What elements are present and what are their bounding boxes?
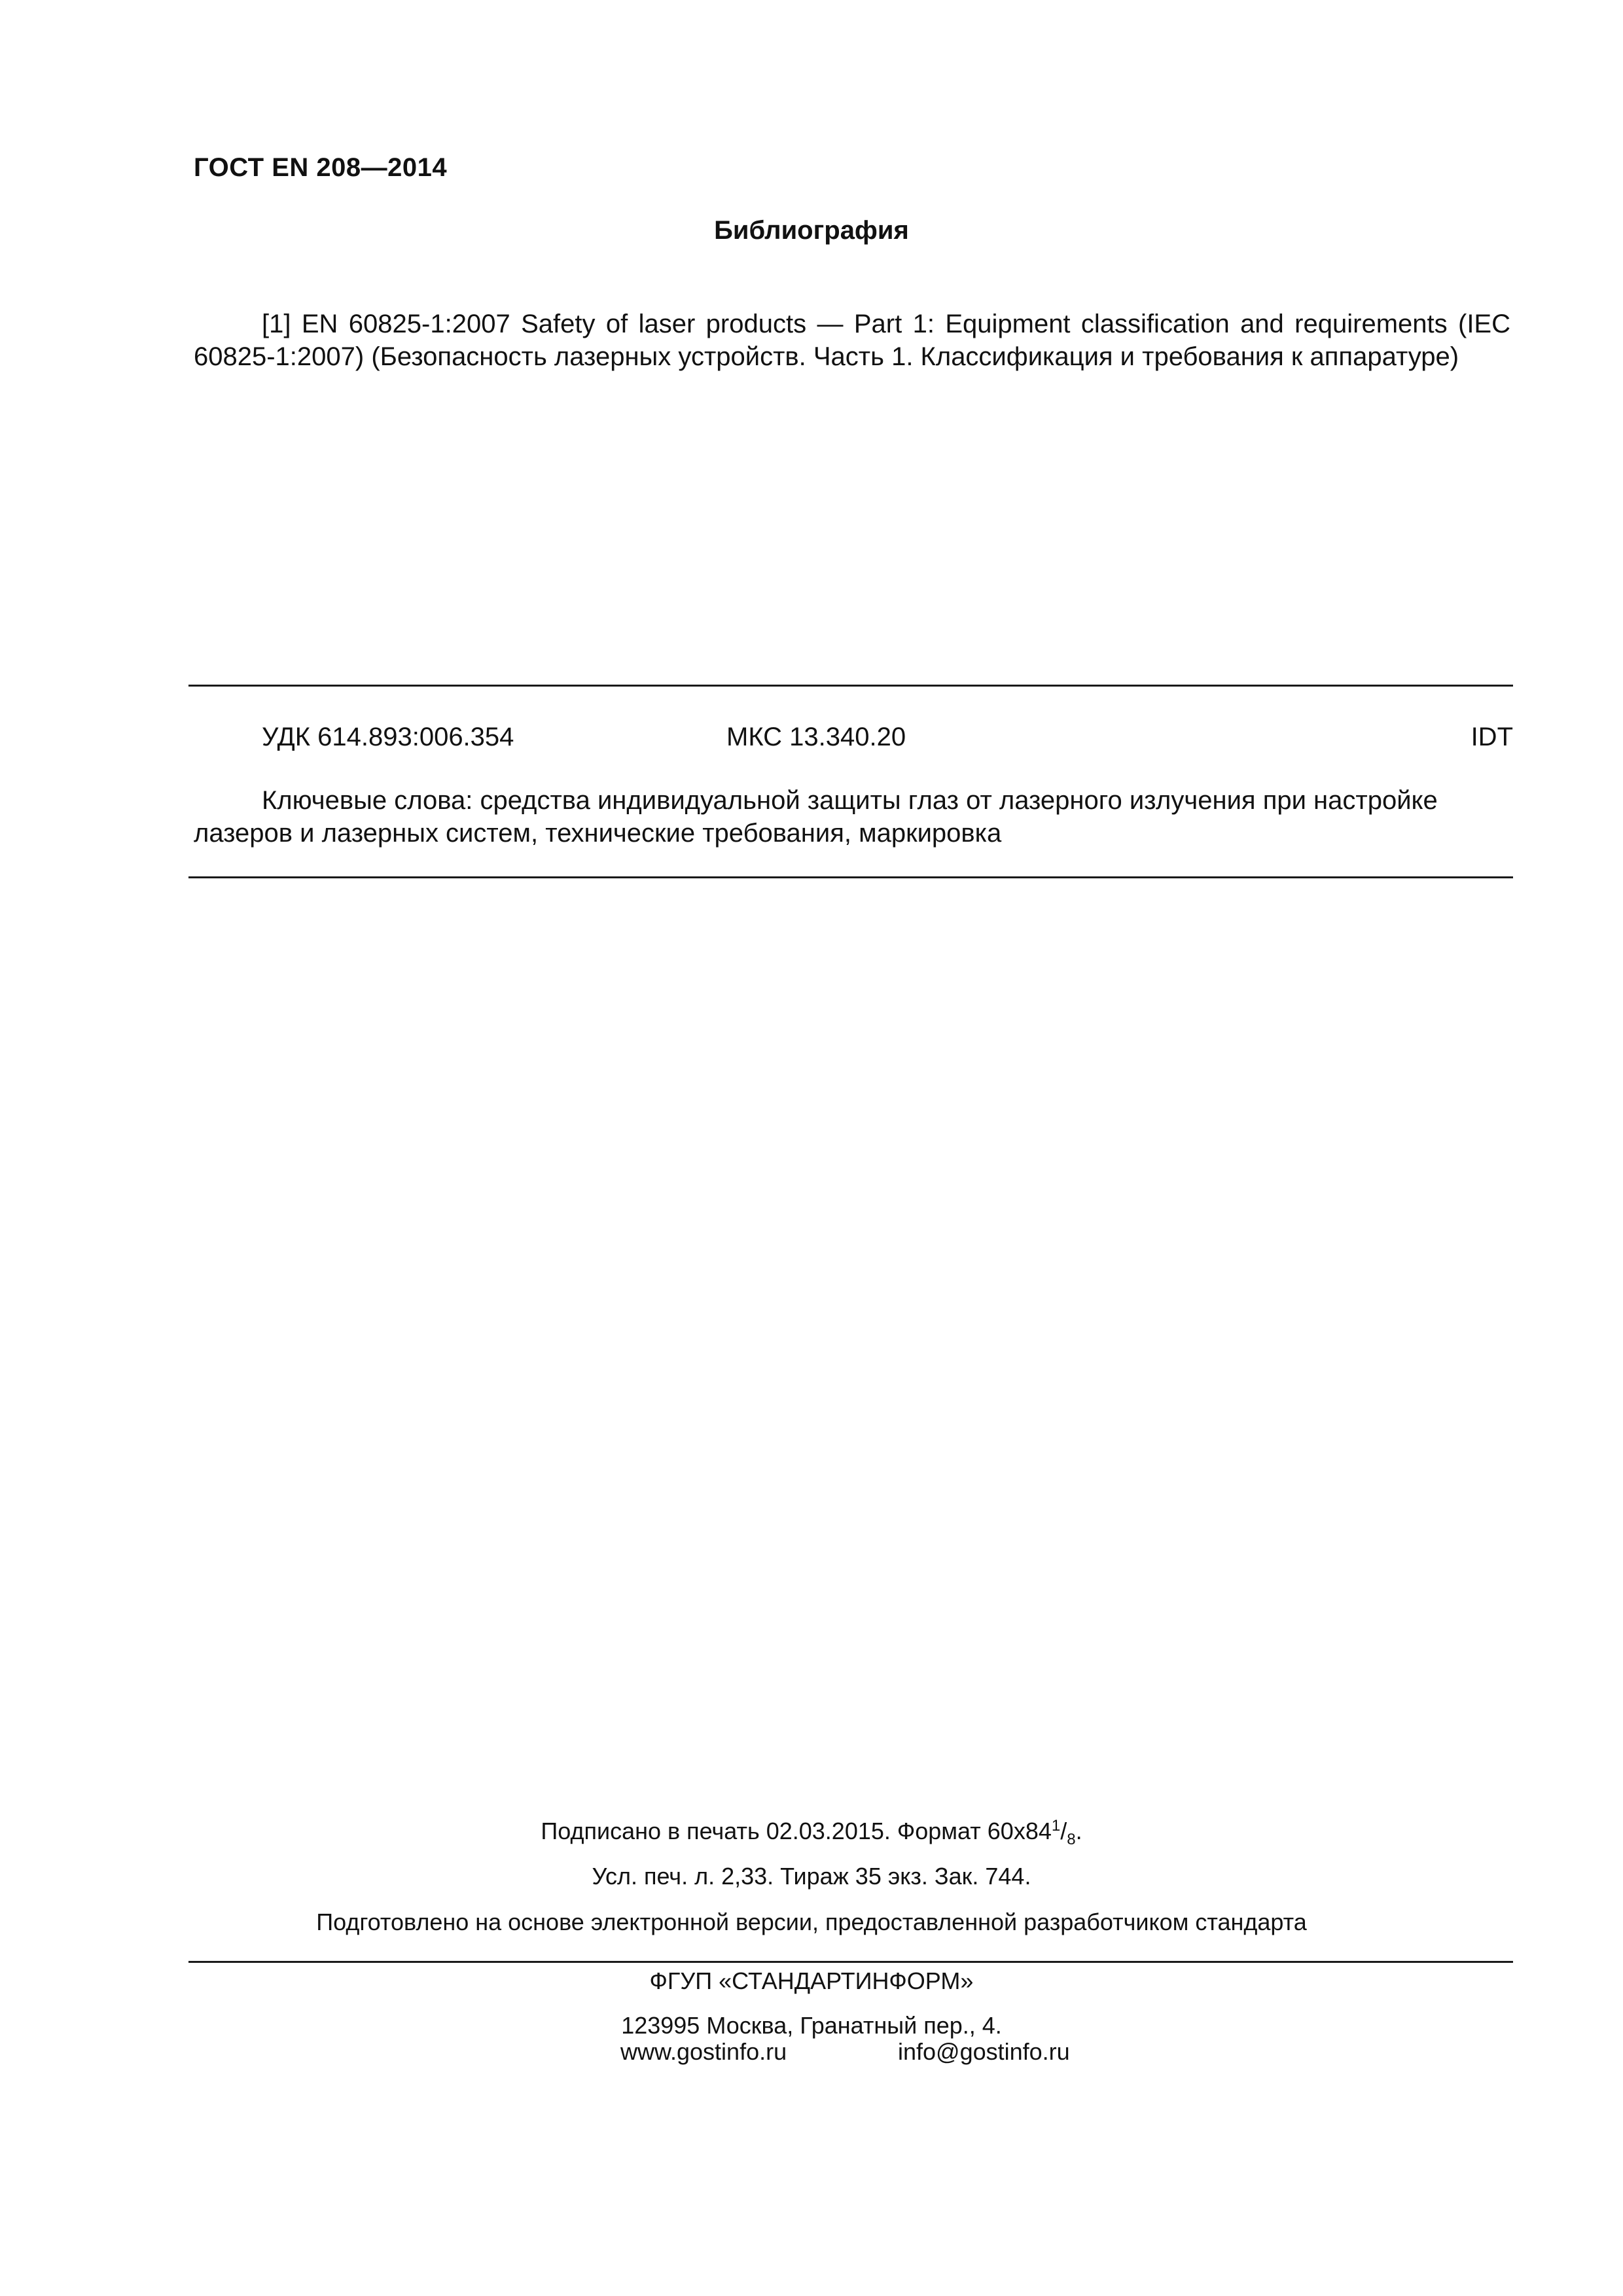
website-link[interactable]: www.gostinfo.ru xyxy=(620,2038,787,2065)
harmonization-degree: IDT xyxy=(1471,723,1513,751)
prepared-note: Подготовлено на основе электронной версии, предоставленной разработчиком стандарта xyxy=(316,1909,1307,1935)
format-superscript: 1 xyxy=(1051,1817,1061,1835)
document-code: ГОСТ EN 208—2014 xyxy=(194,153,448,182)
address: 123995 Москва, Гранатный пер., 4. xyxy=(621,2012,1002,2039)
bibliography-entry: [1] EN 60825-1:2007 Safety of laser products — Part 1: Equipment classification and requirements (IEC 60825-1:2007) (Безопасность лазерных устройств. Часть 1. Классификация и требования к аппаратуре) xyxy=(194,310,1510,371)
signed-text: Подписано в печать 02.03.2015. Формат 60х84 xyxy=(541,1818,1052,1844)
top-divider xyxy=(188,685,1513,687)
udc-code: УДК 614.893:006.354 xyxy=(262,723,514,751)
bibliography-title: Библиография xyxy=(714,216,909,245)
imprint-divider xyxy=(188,1961,1513,1963)
signed-for-print: Подписано в печать 02.03.2015. Формат $60х84^1/_8$. xyxy=(541,1817,1082,1849)
keywords: Ключевые слова: средства индивидуальной защиты глаз от лазерного излучения при настройке лазеров и лазерных систем, технические требования, маркировка xyxy=(194,786,1438,848)
format-suffix: . xyxy=(1075,1818,1082,1844)
email-link[interactable]: info@gostinfo.ru xyxy=(898,2038,1070,2065)
format-subscript: 8 xyxy=(1067,1831,1076,1849)
keywords-divider xyxy=(188,876,1513,878)
print-info: Усл. печ. л. 2,33. Тираж 35 экз. Зак. 744. xyxy=(592,1863,1031,1890)
publisher: ФГУП «СТАНДАРТИНФОРМ» xyxy=(649,1967,974,1994)
mks-code: МКС 13.340.20 xyxy=(726,723,906,751)
